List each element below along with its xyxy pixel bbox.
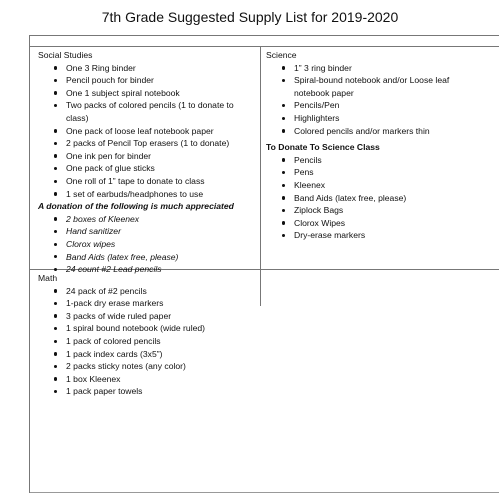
list-item: 1 pack paper towels	[36, 385, 296, 398]
donation-heading: A donation of the following is much appreciated	[38, 201, 234, 212]
list-item: Spiral-bound notebook and/or Loose leaf notebook paper	[264, 74, 464, 99]
list-item: 3 packs of wide ruled paper	[36, 310, 296, 323]
science-donate-heading: To Donate To Science Class	[266, 142, 380, 153]
science-donate-list	[264, 154, 464, 242]
list-item: Pencils	[264, 154, 464, 167]
page-title: 7th Grade Suggested Supply List for 2019-2020	[101, 9, 399, 25]
math-cell	[36, 272, 296, 398]
column-divider	[260, 47, 261, 306]
table-divider	[30, 46, 499, 47]
list-item: Two packs of colored pencils (1 to donate to class)	[36, 99, 258, 124]
science-cell	[264, 49, 464, 242]
list-item: 2 boxes of Kleenex	[36, 213, 258, 226]
list-item: Pencils/Pen	[264, 99, 464, 112]
list-item: Kleenex	[264, 179, 464, 192]
list-item: 2 packs sticky notes (any color)	[36, 360, 296, 373]
social-studies-heading: Social Studies	[38, 50, 93, 60]
list-item: One 1 subject spiral notebook	[36, 87, 258, 100]
list-item: 1” 3 ring binder	[264, 62, 464, 75]
list-item: 1 pack of colored pencils	[36, 335, 296, 348]
donation-list	[36, 213, 258, 276]
list-item: 1 box Kleenex	[36, 373, 296, 386]
list-item: One pack of loose leaf notebook paper	[36, 125, 258, 138]
social-studies-cell	[36, 49, 258, 276]
list-item: 2 packs of Pencil Top erasers (1 to donate)	[36, 137, 258, 150]
list-item: Pencil pouch for binder	[36, 74, 258, 87]
science-heading: Science	[266, 50, 297, 60]
science-list	[264, 62, 464, 138]
list-item: Hand sanitizer	[36, 225, 258, 238]
list-item: 1-pack dry erase markers	[36, 297, 296, 310]
list-item: One pack of glue sticks	[36, 162, 258, 175]
list-item: One 3 Ring binder	[36, 62, 258, 75]
list-item: 24 pack of #2 pencils	[36, 285, 296, 298]
list-item: Clorox Wipes	[264, 217, 464, 230]
math-list	[36, 285, 296, 398]
list-item: 1 spiral bound notebook (wide ruled)	[36, 322, 296, 335]
math-heading: Math	[38, 273, 58, 283]
list-item: Band Aids (latex free, please)	[36, 251, 258, 264]
list-item: Pens	[264, 166, 464, 179]
supply-table	[29, 35, 499, 493]
list-item: 24 count #2 Lead pencils	[36, 263, 258, 276]
list-item: 1 pack index cards (3x5”)	[36, 348, 296, 361]
list-item: Clorox wipes	[36, 238, 258, 251]
list-item: Dry-erase markers	[264, 229, 464, 242]
list-item: Colored pencils and/or markers thin	[264, 125, 464, 138]
list-item: One roll of 1” tape to donate to class	[36, 175, 258, 188]
social-studies-list	[36, 62, 258, 201]
list-item: One ink pen for binder	[36, 150, 258, 163]
list-item: Ziplock Bags	[264, 204, 464, 217]
list-item: 1 set of earbuds/headphones to use	[36, 188, 258, 201]
list-item: Highlighters	[264, 112, 464, 125]
list-item: Band Aids (latex free, please)	[264, 192, 464, 205]
table-bottom-edge	[30, 492, 499, 493]
